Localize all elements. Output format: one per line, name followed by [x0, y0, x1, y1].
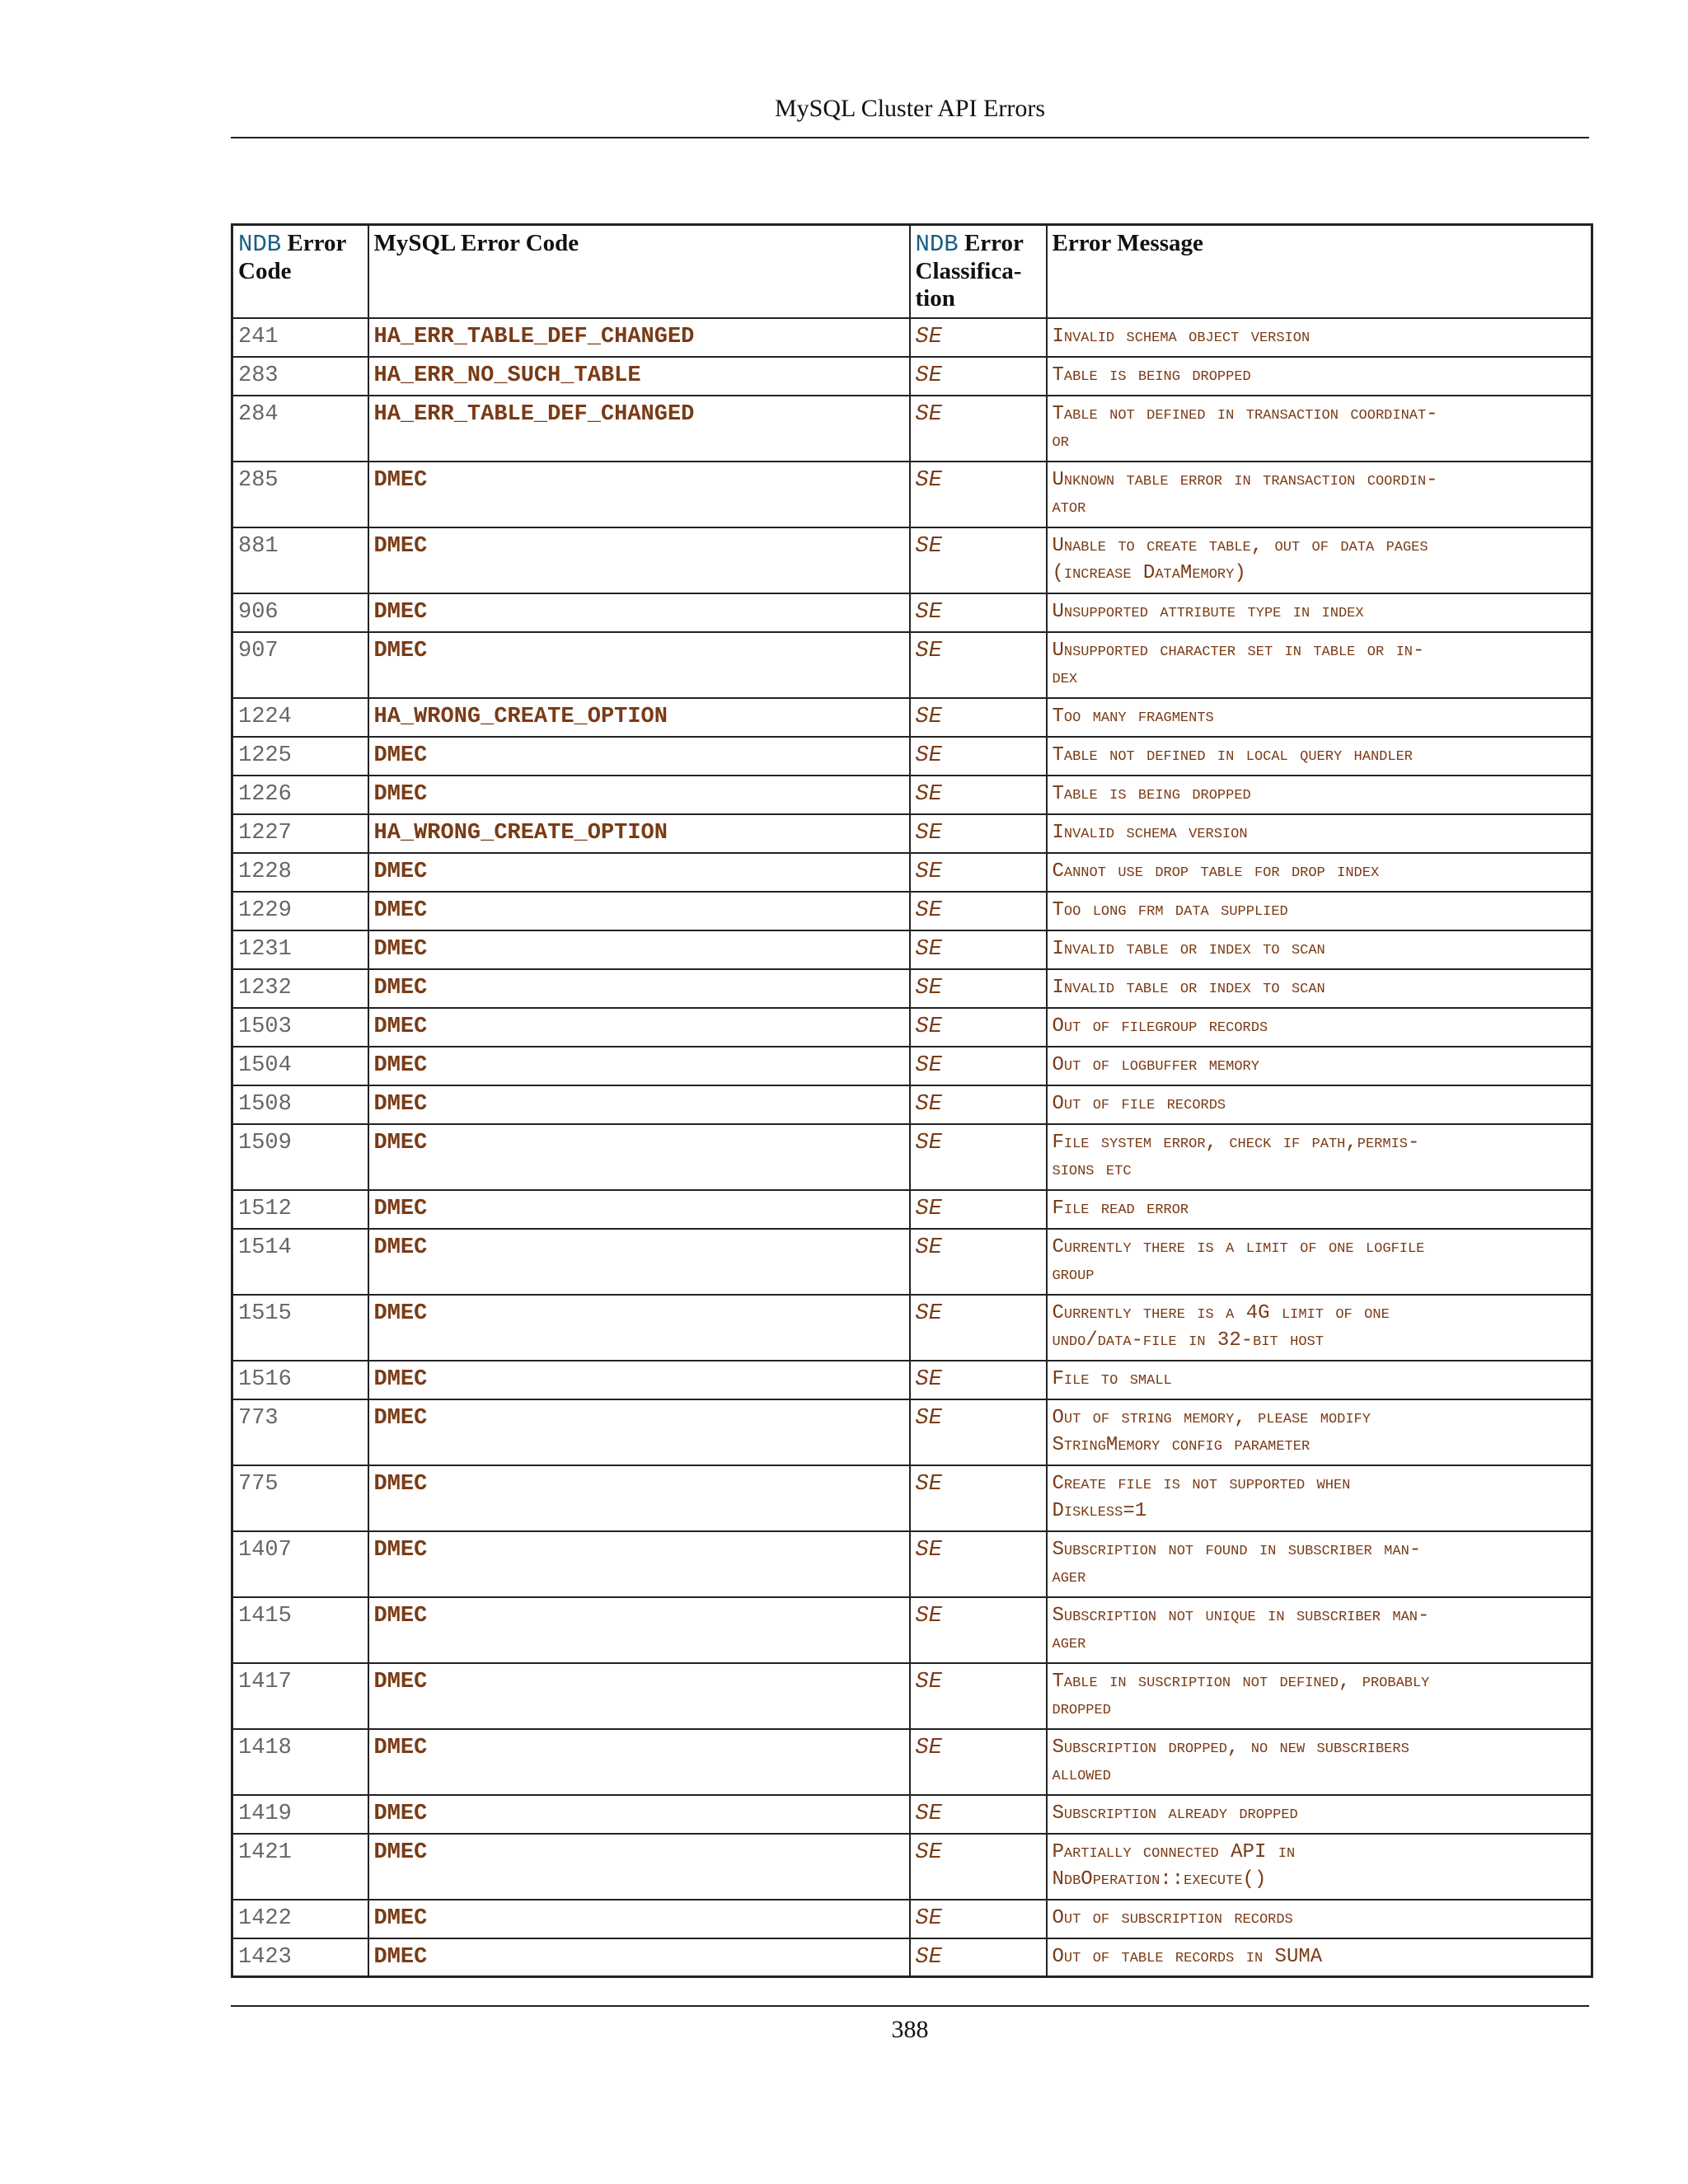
error-classification-cell: SE — [910, 1938, 1047, 1977]
table-row — [232, 892, 1592, 930]
error-message-cell: Invalid schema object version — [1047, 318, 1592, 357]
error-classification-cell: SE — [910, 462, 1047, 527]
error-classification-cell: SE — [910, 892, 1047, 930]
mysql-error-code-cell: HA_WRONG_CREATE_OPTION — [368, 698, 910, 737]
ndb-error-code-cell: 906 — [232, 593, 368, 632]
table-row — [232, 969, 1592, 1008]
table-row — [232, 1229, 1592, 1295]
error-message-cell: Invalid table or index to scan — [1047, 930, 1592, 969]
table-row — [232, 698, 1592, 737]
error-classification-cell: SE — [910, 930, 1047, 969]
error-message-cell: File read error — [1047, 1190, 1592, 1229]
error-message-cell: Out of string memory, please modify StringMemory config parameter — [1047, 1399, 1592, 1465]
header-rule — [231, 137, 1589, 138]
table-row — [232, 1900, 1592, 1938]
mysql-error-code-cell: DMEC — [368, 1900, 910, 1938]
mysql-error-code-cell: DMEC — [368, 1834, 910, 1900]
error-message-cell: Too long frm data supplied — [1047, 892, 1592, 930]
table-row — [232, 1361, 1592, 1399]
error-classification-cell: SE — [910, 969, 1047, 1008]
ndb-error-code-cell: 1515 — [232, 1295, 368, 1361]
ndb-error-code-cell: 1512 — [232, 1190, 368, 1229]
error-classification-cell: SE — [910, 776, 1047, 814]
mysql-error-code-cell: DMEC — [368, 1938, 910, 1977]
error-classification-cell: SE — [910, 1597, 1047, 1663]
table-row — [232, 1834, 1592, 1900]
error-message-cell: Unsupported attribute type in index — [1047, 593, 1592, 632]
mysql-error-code-cell: DMEC — [368, 1008, 910, 1047]
ndb-error-code-cell: 907 — [232, 632, 368, 698]
mysql-error-code-cell: DMEC — [368, 1124, 910, 1190]
mysql-error-code-cell: DMEC — [368, 1190, 910, 1229]
ndb-error-code-cell: 775 — [232, 1465, 368, 1531]
ndb-error-code-cell: 1422 — [232, 1900, 368, 1938]
table-row — [232, 1795, 1592, 1834]
mysql-error-code-cell: DMEC — [368, 593, 910, 632]
error-classification-cell: SE — [910, 698, 1047, 737]
error-message-cell: Out of subscription records — [1047, 1900, 1592, 1938]
error-message-cell: Too many fragments — [1047, 698, 1592, 737]
error-message-cell: Invalid table or index to scan — [1047, 969, 1592, 1008]
error-message-cell: Unknown table error in transaction coordin- ator — [1047, 462, 1592, 527]
error-classification-cell: SE — [910, 1085, 1047, 1124]
mysql-error-code-cell: HA_ERR_NO_SUCH_TABLE — [368, 357, 910, 396]
error-classification-cell: SE — [910, 1008, 1047, 1047]
mysql-error-code-cell: DMEC — [368, 1361, 910, 1399]
error-classification-cell: SE — [910, 357, 1047, 396]
error-message-cell: Invalid schema version — [1047, 814, 1592, 853]
ndb-error-code-cell: 1225 — [232, 737, 368, 776]
ndb-error-code-cell: 1415 — [232, 1597, 368, 1663]
mysql-error-code-cell: DMEC — [368, 1465, 910, 1531]
ndb-error-code-cell: 1231 — [232, 930, 368, 969]
error-classification-cell: SE — [910, 737, 1047, 776]
mysql-error-code-cell: DMEC — [368, 527, 910, 593]
error-message-cell: Unsupported character set in table or in- dex — [1047, 632, 1592, 698]
table-row — [232, 318, 1592, 357]
error-message-cell: Table in suscription not defined, probably dropped — [1047, 1663, 1592, 1729]
error-classification-cell: SE — [910, 318, 1047, 357]
ndb-error-code-cell: 285 — [232, 462, 368, 527]
error-message-cell: Subscription not unique in subscriber man- ager — [1047, 1597, 1592, 1663]
header-ndb-error-code — [232, 225, 368, 318]
error-classification-cell: SE — [910, 1124, 1047, 1190]
mysql-error-code-cell: DMEC — [368, 1229, 910, 1295]
table-row — [232, 737, 1592, 776]
ndb-error-code-cell: 1232 — [232, 969, 368, 1008]
header-label: Error Code — [238, 230, 346, 284]
error-message-cell: Out of table records in SUMA — [1047, 1938, 1592, 1977]
error-message-cell: Currently there is a limit of one logfile group — [1047, 1229, 1592, 1295]
ndb-error-code-cell: 881 — [232, 527, 368, 593]
ndb-error-code-cell: 1418 — [232, 1729, 368, 1795]
ndb-error-code-cell: 1423 — [232, 1938, 368, 1977]
table-row — [232, 396, 1592, 462]
mysql-error-code-cell: DMEC — [368, 737, 910, 776]
error-classification-cell: SE — [910, 1229, 1047, 1295]
mysql-error-code-cell: DMEC — [368, 1531, 910, 1597]
error-classification-cell: SE — [910, 593, 1047, 632]
error-classification-cell: SE — [910, 1900, 1047, 1938]
error-classification-cell: SE — [910, 1834, 1047, 1900]
error-classification-cell: SE — [910, 853, 1047, 892]
ndb-error-code-cell: 1516 — [232, 1361, 368, 1399]
table-row — [232, 1295, 1592, 1361]
table-row — [232, 853, 1592, 892]
table-row — [232, 593, 1592, 632]
error-classification-cell: SE — [910, 527, 1047, 593]
table-row — [232, 814, 1592, 853]
error-message-cell: Create file is not supported when Diskless=1 — [1047, 1465, 1592, 1531]
table-row — [232, 1729, 1592, 1795]
ndb-error-code-cell: 1226 — [232, 776, 368, 814]
ndb-error-code-cell: 1228 — [232, 853, 368, 892]
error-message-cell: Subscription already dropped — [1047, 1795, 1592, 1834]
mysql-error-code-cell: DMEC — [368, 1295, 910, 1361]
ndb-error-code-cell: 1417 — [232, 1663, 368, 1729]
page-header: MySQL Cluster API Errors — [774, 95, 1046, 122]
table-row — [232, 1663, 1592, 1729]
page-number: 388 — [891, 2016, 929, 2043]
ndb-prefix: NDB — [238, 231, 282, 258]
error-classification-cell: SE — [910, 1729, 1047, 1795]
mysql-error-code-cell: HA_WRONG_CREATE_OPTION — [368, 814, 910, 853]
ndb-error-code-cell: 1227 — [232, 814, 368, 853]
mysql-error-code-cell: DMEC — [368, 1597, 910, 1663]
mysql-error-code-cell: DMEC — [368, 892, 910, 930]
table-row — [232, 930, 1592, 969]
error-message-cell: Table not defined in local query handler — [1047, 737, 1592, 776]
error-classification-cell: SE — [910, 1361, 1047, 1399]
ndb-error-code-cell: 1224 — [232, 698, 368, 737]
mysql-error-code-cell: DMEC — [368, 969, 910, 1008]
ndb-error-code-cell: 1514 — [232, 1229, 368, 1295]
table-row — [232, 462, 1592, 527]
mysql-error-code-cell: DMEC — [368, 1663, 910, 1729]
ndb-error-code-cell: 1229 — [232, 892, 368, 930]
ndb-error-code-cell: 1419 — [232, 1795, 368, 1834]
table-row — [232, 1190, 1592, 1229]
error-message-cell: File system error, check if path,permis- sions etc — [1047, 1124, 1592, 1190]
table-row — [232, 1597, 1592, 1663]
error-message-cell: Subscription dropped, no new subscribers allowed — [1047, 1729, 1592, 1795]
ndb-error-code-cell: 1508 — [232, 1085, 368, 1124]
table-row — [232, 527, 1592, 593]
ndb-error-code-cell: 1407 — [232, 1531, 368, 1597]
error-classification-cell: SE — [910, 1399, 1047, 1465]
header-label: Error Classifica-tion — [915, 230, 1024, 312]
error-message-cell: Partially connected API in NdbOperation::execute() — [1047, 1834, 1592, 1900]
error-classification-cell: SE — [910, 814, 1047, 853]
footer-rule — [231, 2005, 1589, 2007]
table-header-row — [232, 225, 1592, 318]
error-message-cell: Table is being dropped — [1047, 357, 1592, 396]
table-row — [232, 1085, 1592, 1124]
error-classification-cell: SE — [910, 1465, 1047, 1531]
mysql-error-code-cell: DMEC — [368, 632, 910, 698]
ndb-error-code-cell: 1509 — [232, 1124, 368, 1190]
error-message-cell: Currently there is a 4G limit of one undo/data-file in 32-bit host — [1047, 1295, 1592, 1361]
error-classification-cell: SE — [910, 1795, 1047, 1834]
mysql-error-code-cell: HA_ERR_TABLE_DEF_CHANGED — [368, 318, 910, 357]
error-message-cell: Out of logbuffer memory — [1047, 1047, 1592, 1085]
mysql-error-code-cell: DMEC — [368, 930, 910, 969]
table-row — [232, 1399, 1592, 1465]
mysql-error-code-cell: DMEC — [368, 462, 910, 527]
error-classification-cell: SE — [910, 396, 1047, 462]
mysql-error-code-cell: HA_ERR_TABLE_DEF_CHANGED — [368, 396, 910, 462]
ndb-error-code-cell: 1503 — [232, 1008, 368, 1047]
error-classification-cell: SE — [910, 1663, 1047, 1729]
mysql-error-code-cell: DMEC — [368, 1729, 910, 1795]
error-message-cell: Subscription not found in subscriber man- ager — [1047, 1531, 1592, 1597]
error-classification-cell: SE — [910, 1047, 1047, 1085]
ndb-error-code-cell: 284 — [232, 396, 368, 462]
mysql-error-code-cell: DMEC — [368, 853, 910, 892]
error-message-cell: Cannot use drop table for drop index — [1047, 853, 1592, 892]
ndb-error-code-cell: 1504 — [232, 1047, 368, 1085]
mysql-error-code-cell: DMEC — [368, 1795, 910, 1834]
header-error-message: Error Message — [1047, 225, 1592, 318]
ndb-error-code-cell: 283 — [232, 357, 368, 396]
header-mysql-error-code: MySQL Error Code — [368, 225, 910, 318]
error-message-cell: Out of filegroup records — [1047, 1008, 1592, 1047]
mysql-error-code-cell: DMEC — [368, 1047, 910, 1085]
error-message-cell: Out of file records — [1047, 1085, 1592, 1124]
table-row — [232, 776, 1592, 814]
table-row — [232, 1047, 1592, 1085]
ndb-prefix: NDB — [915, 231, 959, 258]
ndb-error-code-cell: 773 — [232, 1399, 368, 1465]
error-classification-cell: SE — [910, 1295, 1047, 1361]
ndb-error-code-cell: 241 — [232, 318, 368, 357]
table-row — [232, 1938, 1592, 1977]
error-classification-cell: SE — [910, 1531, 1047, 1597]
error-classification-cell: SE — [910, 632, 1047, 698]
ndb-error-code-cell: 1421 — [232, 1834, 368, 1900]
error-message-cell: Table not defined in transaction coordinat- or — [1047, 396, 1592, 462]
table-row — [232, 632, 1592, 698]
mysql-error-code-cell: DMEC — [368, 776, 910, 814]
mysql-error-code-cell: DMEC — [368, 1085, 910, 1124]
table-row — [232, 357, 1592, 396]
error-table — [231, 223, 1593, 1978]
mysql-error-code-cell: DMEC — [368, 1399, 910, 1465]
error-classification-cell: SE — [910, 1190, 1047, 1229]
error-message-cell: Table is being dropped — [1047, 776, 1592, 814]
error-message-cell: Unable to create table, out of data pages (increase DataMemory) — [1047, 527, 1592, 593]
table-row — [232, 1124, 1592, 1190]
header-ndb-error-classification — [910, 225, 1047, 318]
error-message-cell: File to small — [1047, 1361, 1592, 1399]
table-row — [232, 1465, 1592, 1531]
table-row — [232, 1531, 1592, 1597]
table-row — [232, 1008, 1592, 1047]
